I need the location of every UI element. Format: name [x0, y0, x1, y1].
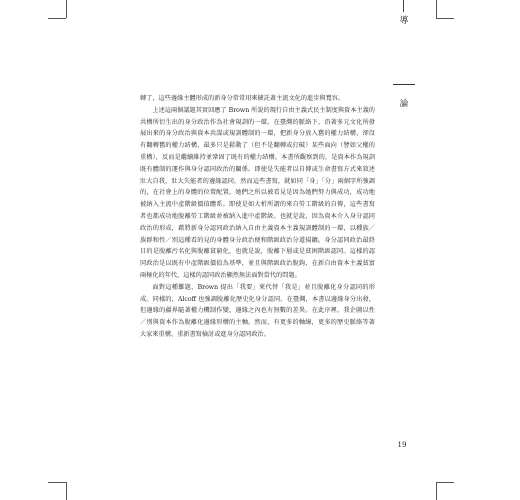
running-header [393, 0, 415, 120]
crop-mark-bottom-left [66, 482, 67, 500]
running-header-rule [393, 84, 415, 85]
paragraph: 轉了，這些邊緣主體形成的新身分常常用來擴託著主流文化的進步與寬容。 [140, 95, 345, 102]
crop-mark-top-left-h [48, 18, 66, 19]
crop-mark-bottom-left-h [48, 482, 66, 483]
running-header-bar [403, 0, 404, 12]
paragraph: 面對這種難題，Brown 提出「我要」來代替「我是」並且脫離化身分認同的形成。同樣的，Alcoff 也強調脫離化歷史化身分認同。在臺灣，本書以邊緣身分出發，但邊緣的疆界隨著權力機制作變，邊緣之內也有無數的差異。在此序裡，我企圖以性／別與資本作為脫離化邊緣形構的主軸。然而，有更多的軸線，更多的歷史脈絡等著大家來重構、重新書寫檢討或進身分認同政治。 [140, 283, 375, 338]
crop-mark-top-left [66, 0, 67, 18]
crop-mark-top-right [436, 0, 437, 18]
crop-mark-bottom-right [436, 482, 437, 500]
running-header-char: 導 [399, 16, 409, 26]
running-header-char: 論 [399, 99, 409, 109]
page-number: 19 [397, 441, 407, 449]
crop-mark-top-right-h [436, 18, 454, 19]
crop-mark-bottom-right-h [436, 482, 454, 483]
paragraph: 上述這兩個議題其實回應了 Brown 所說的現行自由主義式民主制度與資本主義的共構所衍生出的身分政治作為社會規訓的一環。在臺灣的脈絡下，沿著多元文化所發展出來的身分政治與資本共謀或規訓體制的一環，把新身分放入舊的權力結構，卻沒有翻轉舊的權力結構，最多只是鬆動了（但不是翻轉或打破）某些面向（譬如父權的重構），反而是繼續維持並鞏固了既有的權力結構。本書所觀察到的，是資本作為規訓既有體制的運作與身分認同政治的關係。即使是失能者以自傳或生命書寫方式來敘述壯大自我，壯大失能者的邊緣認同，然而這些書寫，就如同「身」「分」兩個字所強調的，在社會上的身體的位置配置，她們之所以被看見是因為她們努力與成功，成功地被納入主流中產階級價值體系。即使是如大析所謂的來自勞工階級的自傳，這些書寫者也都成功地脫離勞工階級並被納入進中產階級。也就是說，因為資本介入身分認同政治的形成，藉將新身分認同政治納入自由主義資本主義規訓體制的一環，以種族／族群和性／別這種看的見的身體身分政治便和階級政治分道揚鑣。身分認同政治最終目的是脫離污名化與脫離貧窮化，也就是說，脫離下層或是貧困階級認同。這樣的認同政治是以既有中產階級價值為基準，並且與階級政治脫鉤，在新自由資本主義貧富兩極化的年代，這樣的認同政治顯然無法面對當代的問題。 [140, 106, 375, 279]
body-text [140, 93, 375, 341]
